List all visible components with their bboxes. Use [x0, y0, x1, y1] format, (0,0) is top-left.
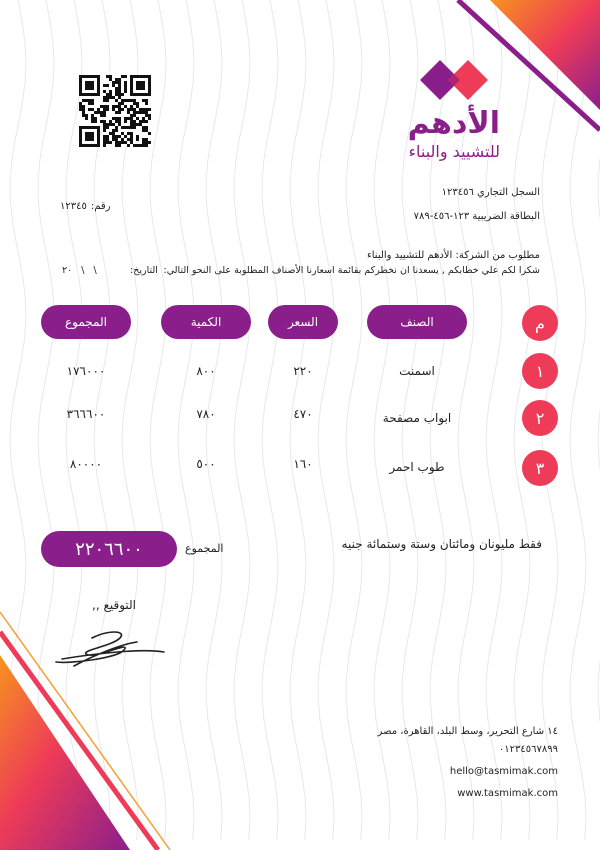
contact-email[interactable]: hello@tasmimak.com	[449, 766, 558, 777]
brand-name: الأدهم	[407, 106, 500, 141]
invoice-number-label: رقم:	[90, 201, 111, 212]
row-total: ١٧٦٠٠٠	[66, 364, 106, 378]
invoice-number-value: ١٢٣٤٥	[60, 201, 87, 212]
contact-website[interactable]: www.tasmimak.com	[457, 788, 558, 799]
row-total: ٣٦٦٦٠٠	[66, 407, 106, 421]
row-item: ابواب مصفحة	[382, 411, 452, 425]
header-item: الصنف	[367, 305, 467, 339]
row-price: ١٦٠	[293, 457, 313, 471]
header-price: السعر	[268, 305, 338, 339]
qr-code-icon	[79, 75, 151, 147]
contact-address: ١٤ شارع التحرير، وسط البلد، القاهرة، مصر	[377, 726, 558, 737]
signature-label: التوقيع ,,	[92, 598, 136, 612]
handwritten-signature	[52, 626, 167, 668]
grand-total-value: ٢٢٠٦٦٠٠	[41, 531, 177, 567]
brand-tagline: للتشييد والبناء	[408, 142, 500, 161]
header-index-circle: م	[522, 305, 558, 341]
contact-phone: ٠١٢٣٤٥٦٧٨٩٩	[498, 744, 558, 755]
date-label: التاريخ:	[130, 265, 158, 276]
requested-company: مطلوب من الشركة: الأدهم للتشييد والبناء	[367, 250, 540, 261]
header-total: المجموع	[41, 305, 131, 339]
commercial-registry: السجل التجاري ١٢٣٤٥٦	[441, 187, 540, 198]
top-right-corner-shape	[490, 0, 600, 110]
row-item: طوب احمر	[389, 460, 445, 474]
bottom-left-corner-shape	[0, 655, 130, 850]
row-index: ٢	[522, 400, 558, 436]
amount-in-words: فقط مليونان ومائتان وستة وستمائة جنيه	[341, 537, 542, 551]
date-value: ٢٠ \ \	[62, 265, 97, 276]
row-item: اسمنت	[399, 364, 435, 378]
row-price: ٤٧٠	[293, 407, 313, 421]
invoice-number	[60, 201, 111, 212]
header-qty: الكمية	[161, 305, 251, 339]
row-index: ٣	[522, 450, 558, 486]
thanks-line: شكرا لكم علي خطابكم , يسعدنا ان نخطركم بقائمة اسعارنا الأصناف المطلوبة على النحو التالي:	[163, 265, 540, 276]
row-qty: ٨٠٠	[196, 364, 216, 378]
logo-diamonds-icon	[420, 58, 492, 106]
row-price: ٢٢٠	[293, 364, 313, 378]
row-total: ٨٠٠٠٠	[69, 457, 103, 471]
tax-card: البطاقة الضريبية ١٢٣-٤٥٦-٧٨٩	[413, 211, 540, 222]
row-qty: ٥٠٠	[196, 457, 216, 471]
grand-total-label: المجموع	[185, 542, 224, 555]
row-qty: ٧٨٠	[196, 407, 216, 421]
row-index: ١	[522, 353, 558, 389]
